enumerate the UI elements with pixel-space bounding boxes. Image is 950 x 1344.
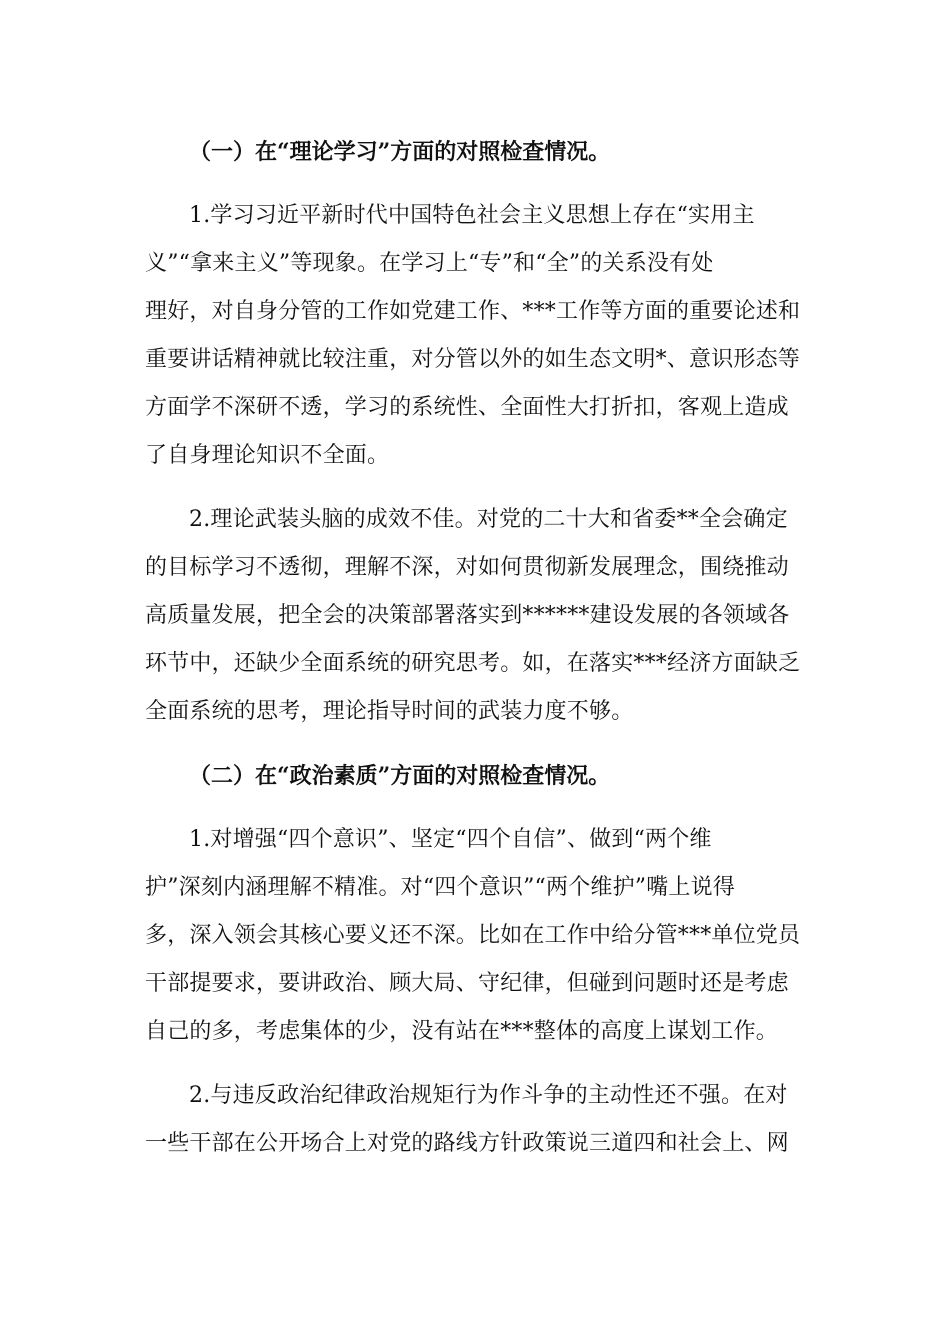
text-line: 护”深刻内涵理解不精准。对“四个意识”“两个维护”嘴上说得: [145, 875, 736, 900]
text-line: 2.理论武装头脑的成效不佳。对党的二十大和省委**全会确定: [189, 507, 788, 532]
section-heading-2: （二）在“政治素质”方面的对照检查情况。: [189, 763, 611, 789]
text-line: 一些干部在公开场合上对党的路线方针政策说三道四和社会上、网: [145, 1131, 789, 1156]
section-heading-1: （一）在“理论学习”方面的对照检查情况。: [189, 139, 611, 165]
text-line: 2.与违反政治纪律政治规矩行为作斗争的主动性还不强。在对: [189, 1083, 788, 1108]
paragraph-2-2: [145, 1072, 805, 1168]
document-body: [145, 128, 805, 1184]
paragraph-2-1: [145, 816, 805, 1056]
text-line: 1.对增强“四个意识”、坚定“四个自信”、做到“两个维: [189, 827, 712, 852]
text-line: 1.学习习近平新时代中国特色社会主义思想上存在“实用主: [189, 203, 755, 228]
text-line: 方面学不深研不透，学习的系统性、全面性大打折扣，客观上造成: [145, 395, 789, 420]
text-line: 高质量发展，把全会的决策部署落实到******建设发展的各领域各: [145, 603, 790, 628]
text-line: 干部提要求，要讲政治、顾大局、守纪律，但碰到问题时还是考虑: [145, 971, 789, 996]
text-line: 义”“拿来主义”等现象。在学习上“专”和“全”的关系没有处: [145, 251, 714, 276]
text-line: 全面系统的思考，理论指导时间的武装力度不够。: [145, 699, 634, 724]
text-line: 了自身理论知识不全面。: [145, 443, 390, 468]
text-line: 多，深入领会其核心要义还不深。比如在工作中给分管***单位党员: [145, 923, 801, 948]
text-line: 自己的多，考虑集体的少，没有站在***整体的高度上谋划工作。: [145, 1019, 779, 1044]
text-line: 重要讲话精神就比较注重，对分管以外的如生态文明*、意识形态等: [145, 347, 801, 372]
paragraph-1-2: [145, 496, 805, 736]
paragraph-1-1: [145, 192, 805, 480]
text-line: 理好，对自身分管的工作如党建工作、***工作等方面的重要论述和: [145, 299, 801, 324]
text-line: 的目标学习不透彻，理解不深，对如何贯彻新发展理念，围绕推动: [145, 555, 789, 580]
text-line: 环节中，还缺少全面系统的研究思考。如，在落实***经济方面缺乏: [145, 651, 801, 676]
